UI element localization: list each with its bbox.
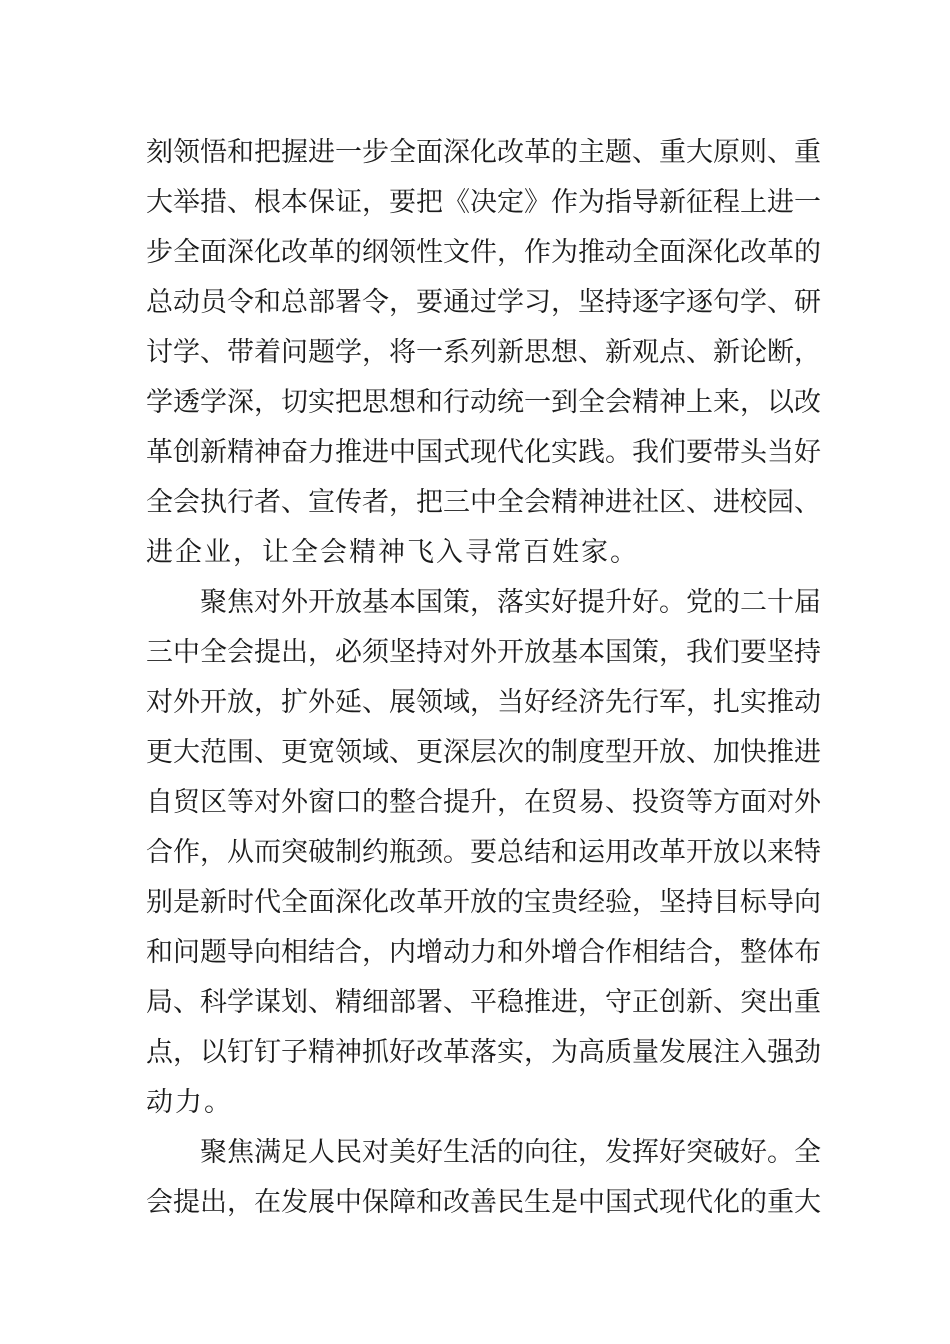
text-line: 革创新精神奋力推进中国式现代化实践。我们要带头当好 — [146, 437, 821, 468]
text-line: 自贸区等对外窗口的整合提升，在贸易、投资等方面对外 — [146, 787, 821, 818]
text-line: 学透学深，切实把思想和行动统一到全会精神上来，以改 — [146, 387, 821, 418]
text-line: 大举措、根本保证，要把《决定》作为指导新征程上进一 — [146, 187, 821, 218]
text-line: 对外开放，扩外延、展领域，当好经济先行军，扎实推动 — [146, 687, 821, 718]
text-line: 三中全会提出，必须坚持对外开放基本国策，我们要坚持 — [146, 637, 821, 668]
text-line: 和问题导向相结合，内增动力和外增合作相结合，整体布 — [146, 937, 821, 968]
text-line: 讨学、带着问题学，将一系列新思想、新观点、新论断， — [146, 337, 821, 368]
text-line: 别是新时代全面深化改革开放的宝贵经验，坚持目标导向 — [146, 887, 821, 918]
text-line: 全会执行者、宣传者，把三中全会精神进社区、进校园、 — [146, 487, 821, 518]
body-text — [146, 128, 821, 1228]
text-line: 点，以钉钉子精神抓好改革落实，为高质量发展注入强劲 — [146, 1037, 821, 1068]
text-line: 动力。 — [146, 1087, 233, 1118]
text-line: 合作，从而突破制约瓶颈。要总结和运用改革开放以来特 — [146, 837, 821, 868]
text-line: 总动员令和总部署令，要通过学习，坚持逐字逐句学、研 — [146, 287, 821, 318]
text-line: 会提出，在发展中保障和改善民生是中国式现代化的重大 — [146, 1187, 821, 1218]
text-line: 步全面深化改革的纲领性文件，作为推动全面深化改革的 — [146, 237, 821, 268]
text-line: 进企业，让全会精神飞入寻常百姓家。 — [146, 537, 639, 568]
text-line: 聚焦对外开放基本国策，落实好提升好。党的二十届 — [200, 587, 821, 618]
text-line: 更大范围、更宽领域、更深层次的制度型开放、加快推进 — [146, 737, 821, 768]
text-line: 局、科学谋划、精细部署、平稳推进，守正创新、突出重 — [146, 987, 821, 1018]
text-line: 刻领悟和把握进一步全面深化改革的主题、重大原则、重 — [146, 137, 821, 168]
text-line: 聚焦满足人民对美好生活的向往，发挥好突破好。全 — [200, 1137, 821, 1168]
